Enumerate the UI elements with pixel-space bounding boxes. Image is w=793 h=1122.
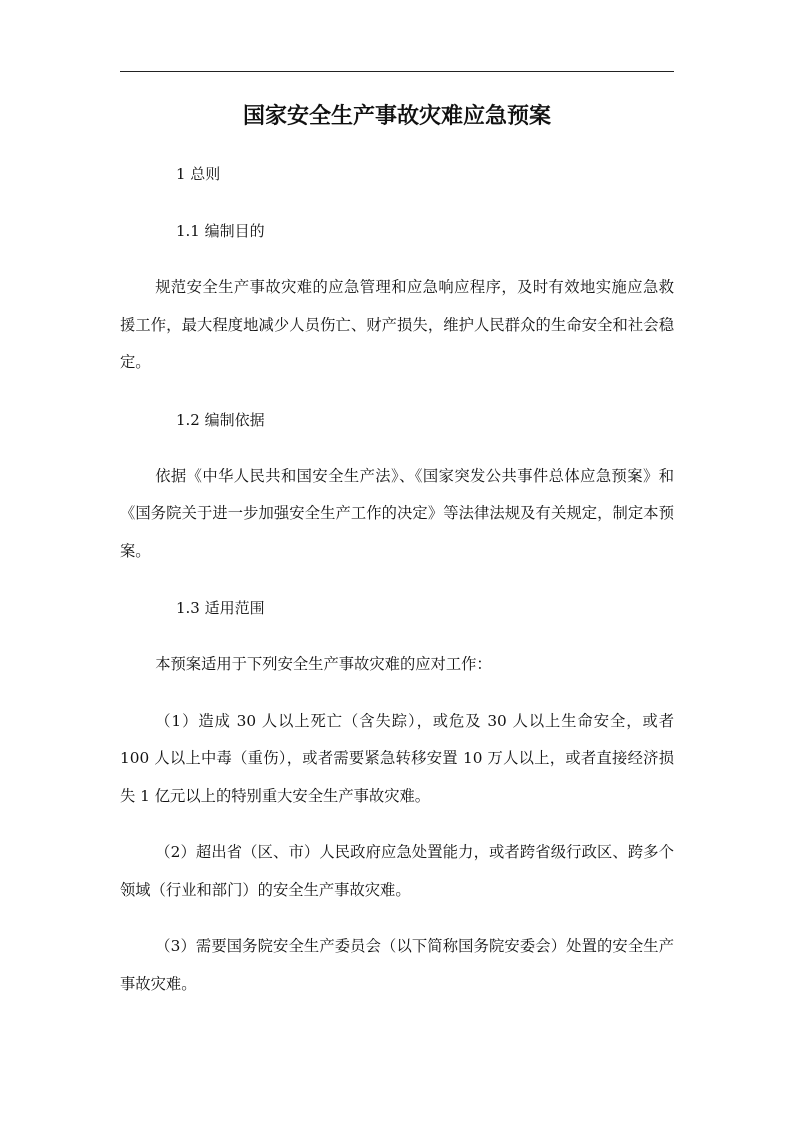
document-body xyxy=(120,98,674,1003)
section-heading-purpose: 1.1 编制目的 xyxy=(176,222,265,240)
paragraph-basis: 依据《中华人民共和国安全生产法》、《国家突发公共事件总体应急预案》和《国务院关于进一步加强安全生产工作的决定》等法律法规及有关规定，制定本预案。 xyxy=(120,466,674,560)
paragraph-scope: 本预案适用于下列安全生产事故灾难的应对工作： xyxy=(155,655,492,673)
section-heading-basis: 1.2 编制依据 xyxy=(176,410,265,429)
scope-item-1: （1）造成 30 人以上死亡（含失踪），或危及 30 人以上生命安全，或者 100 人以上中毒（重伤），或者需要紧急转移安置 10 万人以上，或者直接经济损失 1 亿元以上的特别重大安全生产事故灾难。 xyxy=(120,711,674,805)
section-heading-general: 1 总则 xyxy=(176,165,221,183)
paragraph-purpose: 规范安全生产事故灾难的应急管理和应急响应程序，及时有效地实施应急救援工作，最大程度地减少人员伤亡、财产损失，维护人民群众的生命安全和社会稳定。 xyxy=(120,278,674,371)
scope-item-2: （2）超出省（区、市）人民政府应急处置能力，或者跨省级行政区、跨多个领域（行业和部门）的安全生产事故灾难。 xyxy=(120,843,674,899)
section-heading-scope: 1.3 适用范围 xyxy=(176,599,265,617)
header-rule xyxy=(120,71,674,72)
document-title: 国家安全生产事故灾难应急预案 xyxy=(242,104,551,129)
scope-item-3: （3）需要国务院安全生产委员会（以下简称国务院安委会）处置的安全生产事故灾难。 xyxy=(120,937,674,993)
